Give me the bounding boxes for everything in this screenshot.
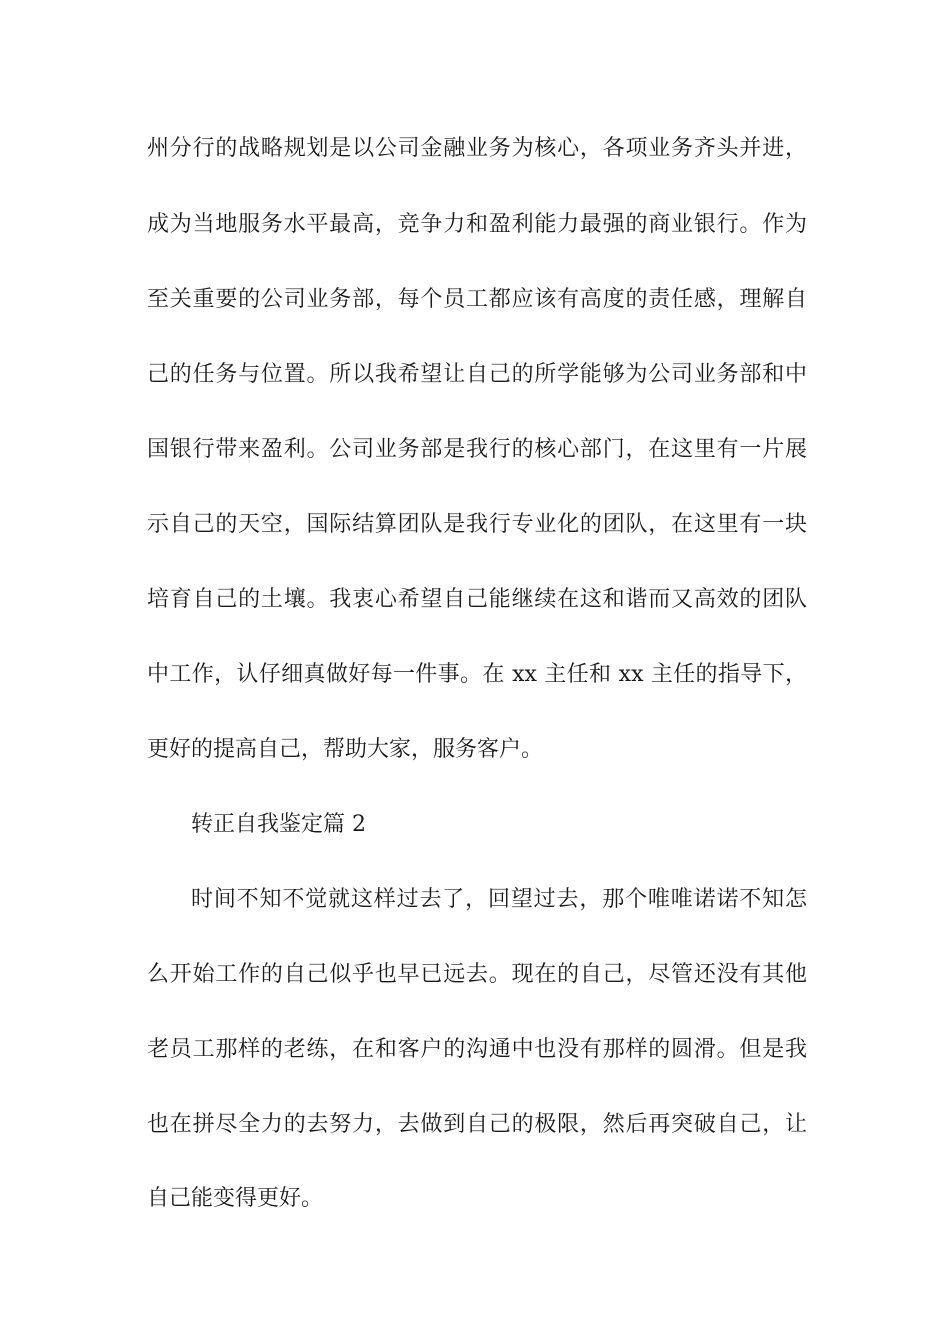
paragraph-line: 己的任务与位置。所以我希望让自己的所学能够为公司业务部和中 (147, 362, 807, 387)
paragraph-line: 么开始工作的自己似乎也早已远去。现在的自己，尽管还没有其他 (147, 962, 807, 987)
paragraph-line: 老员工那样的老练，在和客户的沟通中也没有那样的圆滑。但是我 (147, 1037, 807, 1062)
paragraph-line: 自己能变得更好。 (147, 1186, 324, 1211)
paragraph-line: 州分行的战略规划是以公司金融业务为核心，各项业务齐头并进， (147, 136, 807, 161)
paragraph-line: 中工作，认仔细真做好每一件事。在 xx 主任和 xx 主任的指导下， (147, 662, 807, 687)
paragraph-line: 时间不知不觉就这样过去了，回望过去，那个唯唯诺诺不知怎 (191, 887, 807, 912)
paragraph-line: 国银行带来盈利。公司业务部是我行的核心部门，在这里有一片展 (147, 437, 807, 462)
section-heading: 转正自我鉴定篇 2 (191, 812, 366, 837)
paragraph-line: 也在拼尽全力的去努力，去做到自己的极限，然后再突破自己，让 (147, 1112, 807, 1137)
paragraph-line: 成为当地服务水平最高，竞争力和盈利能力最强的商业银行。作为 (147, 212, 807, 237)
paragraph-line: 更好的提高自己，帮助大家，服务客户。 (147, 737, 544, 762)
paragraph-line: 示自己的天空，国际结算团队是我行专业化的团队，在这里有一块 (147, 512, 807, 537)
paragraph-line: 至关重要的公司业务部，每个员工都应该有高度的责任感，理解自 (147, 287, 807, 312)
paragraph-line: 培育自己的土壤。我衷心希望自己能继续在这和谐而又高效的团队 (147, 587, 807, 612)
